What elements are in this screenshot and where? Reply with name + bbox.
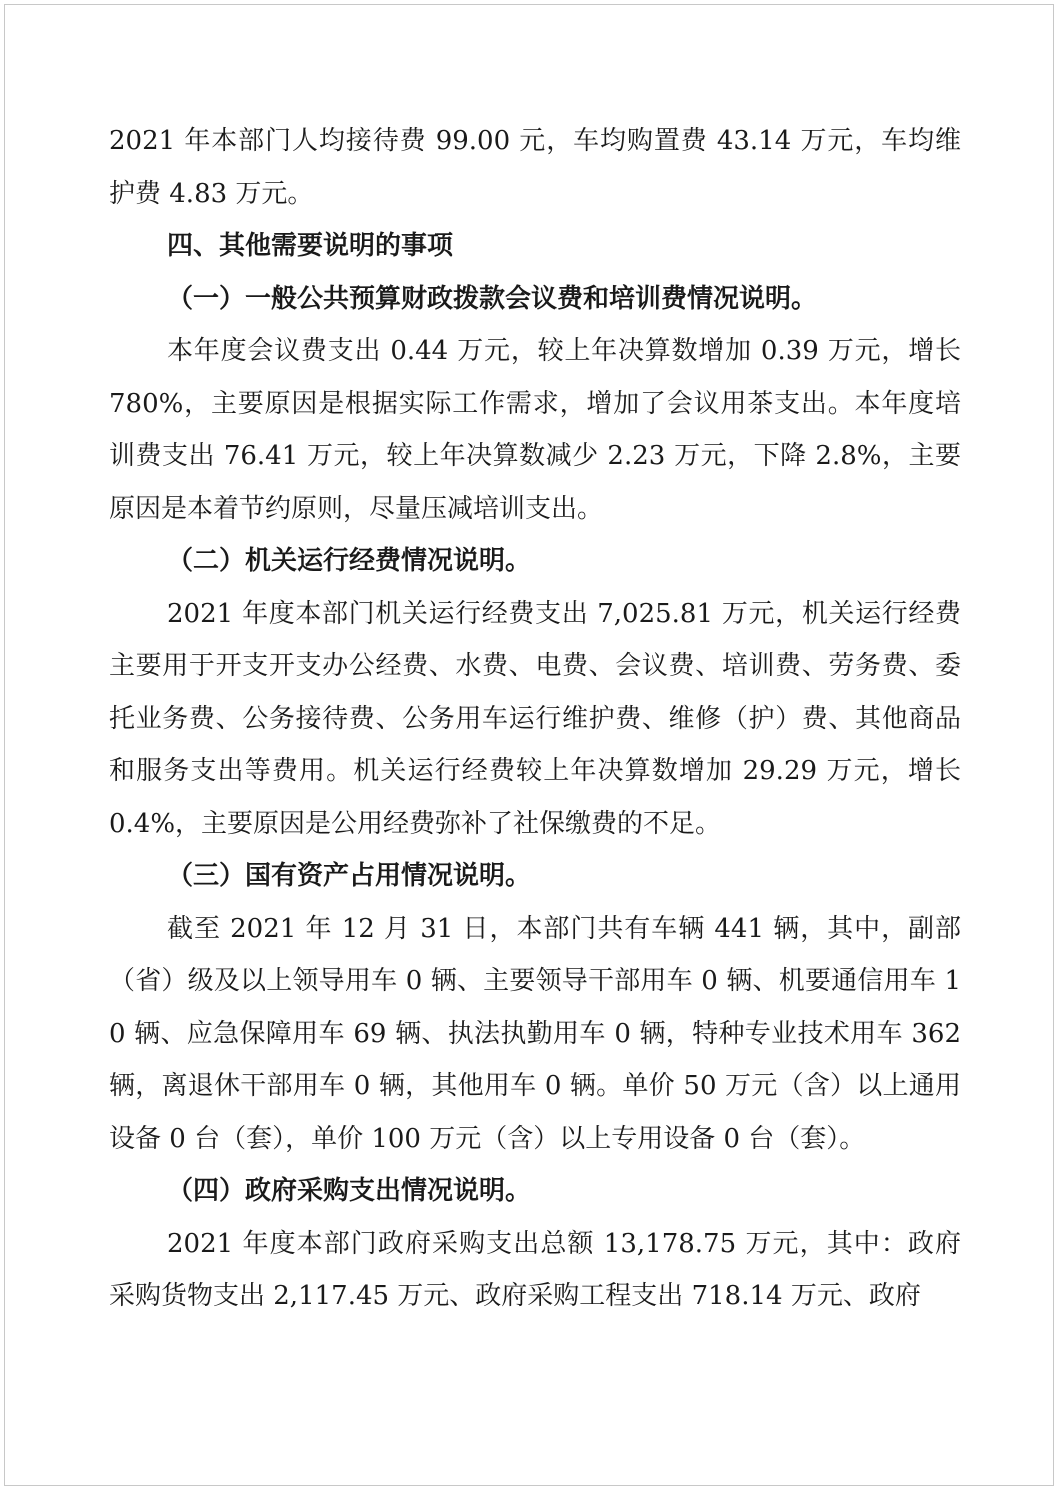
paragraph-reception-vehicle-costs: 2021 年本部门人均接待费 99.00 元，车均购置费 43.14 万元，车均维护费 4.83 万元。 <box>109 126 961 209</box>
document-body <box>109 115 961 1323</box>
paragraph-government-procurement: 2021 年度本部门政府采购支出总额 13,178.75 万元，其中：政府采购货物支出 2,117.45 万元、政府采购工程支出 718.14 万元、政府 <box>109 1228 961 1311</box>
paragraph-operating-expenses: 2021 年度本部门机关运行经费支出 7,025.81 万元，机关运行经费主要用于开支开支办公经费、水费、电费、会议费、培训费、劳务费、委托业务费、公务接待费、公务用车运行维护费、维修（护）费、其他商品和服务支出等费用。机关运行经费较上年决算数增加 29.29 万元，增长 0.4%，主要原因是公用经费弥补了社保缴费的不足。 <box>109 598 961 839</box>
subheading-operating-expenses: （二）机关运行经费情况说明。 <box>167 546 532 576</box>
paragraph-meeting-training: 本年度会议费支出 0.44 万元，较上年决算数增加 0.39 万元，增长 780%，主要原因是根据实际工作需求，增加了会议用茶支出。本年度培训费支出 76.41 万元，较上年决算数减少 2.23 万元，下降 2.8%，主要原因是本着节约原则，尽量压减培训支出。 <box>109 336 961 524</box>
subheading-state-assets: （三）国有资产占用情况说明。 <box>167 861 532 891</box>
document-page <box>4 4 1054 1486</box>
paragraph-state-assets: 截至 2021 年 12 月 31 日，本部门共有车辆 441 辆，其中，副部（省）级及以上领导用车 0 辆、主要领导干部用车 0 辆、机要通信用车 10 辆、应急保障用车 69 辆、执法执勤用车 0 辆，特种专业技术用车 362 辆，离退休干部用车 0 辆，其他用车 0 辆。单价 50 万元（含）以上通用设备 0 台（套），单价 100 万元（含）以上专用设备 0 台（套）。 <box>109 913 961 1154</box>
section-heading-other-matters: 四、其他需要说明的事项 <box>167 231 454 261</box>
subheading-meeting-training: （一）一般公共预算财政拨款会议费和培训费情况说明。 <box>167 283 818 314</box>
subheading-government-procurement: （四）政府采购支出情况说明。 <box>167 1176 532 1206</box>
